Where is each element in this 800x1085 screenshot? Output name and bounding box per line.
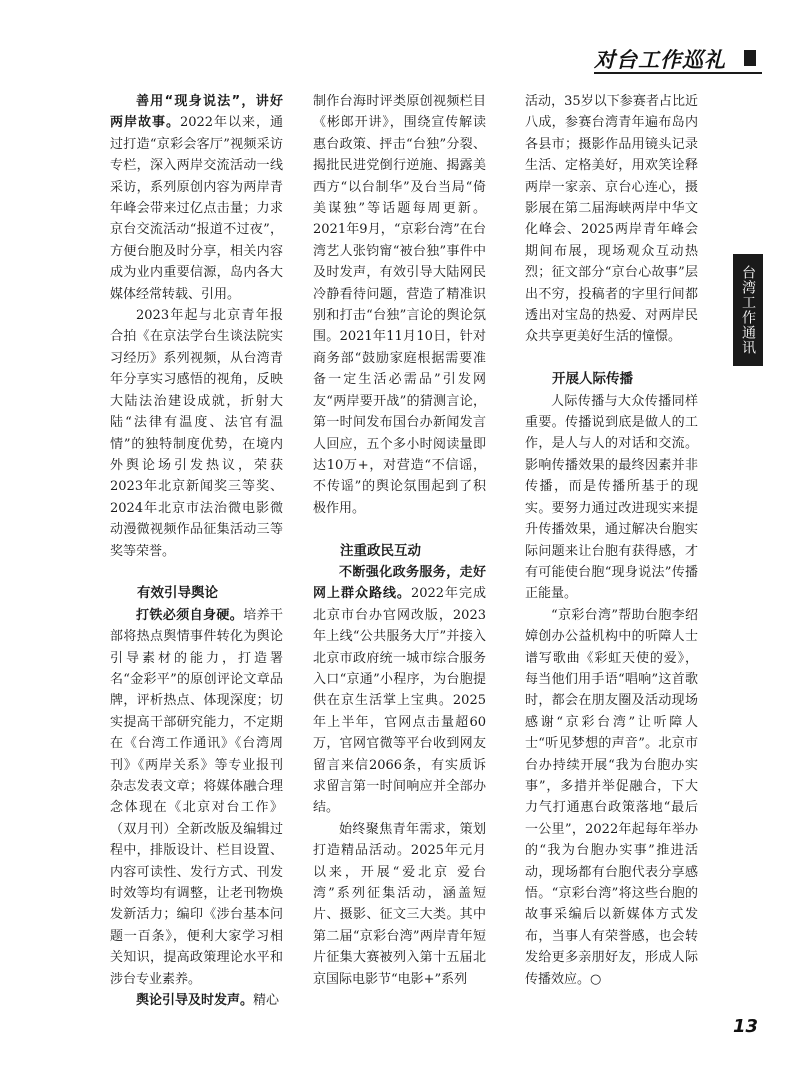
paragraph-text: 培养干部将热点舆情事件转化为舆论引导素材的能力，打造署名“金彩平”的原创评论文章品牌，评析热点、体现深度；切实提高干部研究能力，不定期在《台湾工作通讯》《台湾周刊》《两岸关系》等专业报刊杂志发表文章；将媒体融合理念体现在《北京对台工作》（双月刊）全新改版及编辑过程中，排版设计、栏目设置、内容可读性、发行方式、刊发时效等均有调整，让老刊物焕发新活力；编印《涉台基本问题一百条》，便利大家学习相关知识，提高政策理论水平和涉台专业素养。	[110, 607, 283, 987]
paragraph: 始终聚焦青年需求，策划打造精品活动。2025年元月以来，开展“爱北京 爱台湾”系列征集活动，涵盖短片、摄影、征文三大类。其中第二届“京彩台湾”两岸青年短片征集大赛被列入第十五届北京国际电影节“电影+”系列	[313, 821, 486, 987]
paragraph	[313, 562, 486, 819]
lead-phrase: 不断强化政务服务，走好网上群众路线。	[313, 564, 486, 602]
subheading: 有效引导舆论	[137, 585, 218, 602]
subheading: 注重政民互动	[340, 542, 421, 559]
subheading: 开展人际传播	[552, 371, 633, 388]
paragraph	[110, 605, 283, 990]
paragraph	[110, 990, 283, 1011]
column-2	[313, 91, 486, 990]
lead-phrase: 善用“现身说法”，讲好两岸故事。	[110, 94, 283, 131]
paragraph: 2023年起与北京青年报合拍《在京法学台生谈法院实习经历》系列视频，从台湾青年分享实习感悟的视角，反映大陆法治建设成就，折射大陆“法律有温度、法官有温情”的独特制度优势，在境内外舆论场引发热议，荣获2023年北京新闻奖三等奖、2024年北京市法治微电影微动漫微视频作品征集活动三等奖等荣誉。	[110, 308, 283, 559]
paragraph: 活动，35岁以下参赛者占比近八成，参赛台湾青年遍布岛内各县市；摄影作品用镜头记录生活、定格美好，用欢笑诠释两岸一家亲、京台心连心，摄影展在第二届海峡两岸中华文化峰会、2025两岸青年峰会期间布展，现场观众互动热烈；征文部分“京台心故事”层出不穷，投稿者的字里行间都透出对宝岛的热爱、对两岸民众共享更美好生活的憧憬。	[525, 94, 698, 345]
column-1	[110, 91, 283, 1011]
section-title-block	[744, 50, 756, 66]
paragraph: “京彩台湾”帮助台胞李绍嫜创办公益机构中的听障人士谱写歌曲《彩虹天使的爱》，每当他们用手语“唱响”这首歌时，都会在朋友圈及活动现场感谢“京彩台湾”让听障人士“听见梦想的声音”。北京市台办持续开展“我为台胞办实事”，多措并举促融合，下大力气打通惠台政策落地“最后一公里”，2022年起每年举办的“我为台胞办实事”推进活动，现场都有台胞代表分享感悟。“京彩台湾”将这些台胞的故事采编后以新媒体方式发布，当事人有荣誉感，也会转发给更多亲朋好友，形成人际传播效应。○	[525, 607, 698, 987]
page-number: 13	[733, 1016, 759, 1037]
column-3	[525, 91, 698, 990]
paragraph-text: 精心	[253, 993, 280, 1009]
paragraph	[110, 91, 283, 305]
side-tab-label: 台湾工作通讯	[733, 254, 763, 366]
paragraph-text: 2022年完成北京市台办官网改版，2023年上线“公共服务大厅”并接入北京市政府统一城市综合服务入口“京通”小程序，为台胞提供在京生活掌上宝典。2025年上半年，官网点击量超60万，官网官微等平台收到网友留言来信2066条，有实质诉求留言第一时间响应并全部办结。	[313, 586, 486, 816]
lead-phrase: 打铁必须自身硬。	[136, 607, 244, 623]
paragraph-text: 2022年以来，通过打造“京彩会客厅”视频采访专栏，深入两岸交流活动一线采访，系列原创内容为两岸青年峰会带来过亿点击量；力求京台交流活动“报道不过夜”，方便台胞及时分享，相关内容成为业内重要信源，岛内各大媒体经常转载、引用。	[110, 115, 283, 302]
section-title-rule	[594, 72, 762, 74]
paragraph: 制作台海时评类原创视频栏目《彬郎开讲》，围绕宣传解读惠台政策、抨击“台独”分裂、揭批民进党倒行逆施、揭露美西方“以台制华”及台当局“倚美谋独”等话题每周更新。2021年9月，“京彩台湾”在台湾艺人张钧甯“被台独”事件中及时发声，有效引导大陆网民冷静看待问题，营造了精准识别和打击“台独”言论的舆论氛围。2021年11月10日，针对商务部“鼓励家庭根据需要准备一定生活必需品”引发网友“两岸要开战”的猜测言论，第一时间发布国台办新闻发言人回应，五个多小时阅读量即达10万+，对营造“不信谣，不传谣”的舆论氛围起到了积极作用。	[313, 94, 486, 516]
section-title: 对台工作巡礼	[594, 48, 726, 72]
paragraph: 人际传播与大众传播同样重要。传播说到底是做人的工作，是人与人的对话和交流。影响传播效果的最终因素并非传播，而是传播所基于的现实。要努力通过改进现实来提升传播效果，通过解决台胞实际问题来让台胞有获得感，才有可能使台胞“现身说法”传播正能量。	[525, 393, 698, 602]
lead-phrase: 舆论引导及时发声。	[136, 993, 254, 1009]
